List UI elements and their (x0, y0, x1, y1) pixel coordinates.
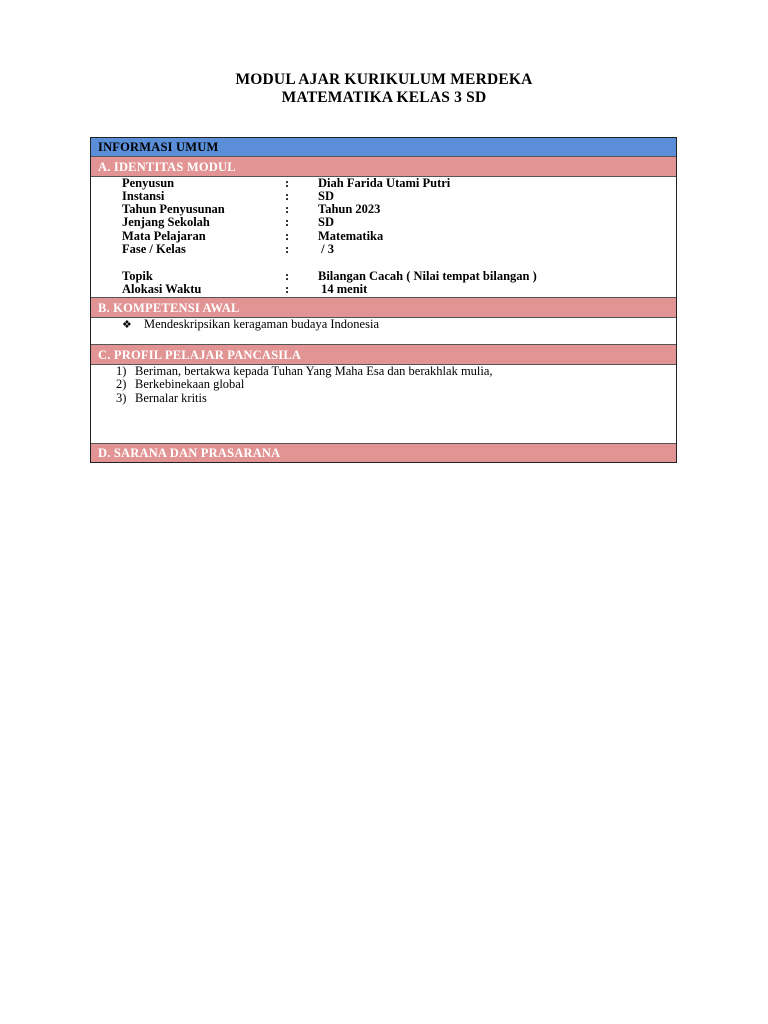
row-value-fase: / 3 (318, 242, 334, 256)
list-number: 3) (116, 391, 127, 405)
profil-item: Beriman, bertakwa kepada Tuhan Yang Maha Esa dan berakhlak mulia, (135, 364, 493, 378)
row-value-instansi: SD (318, 189, 334, 203)
informasi-umum-label: INFORMASI UMUM (98, 140, 219, 154)
sarana-prasarana-label: D. SARANA DAN PRASARANA (98, 446, 281, 460)
row-colon: : (285, 229, 290, 243)
kompetensi-item: Mendeskripsikan keragaman budaya Indonesia (144, 317, 379, 331)
row-colon: : (285, 282, 290, 296)
row-label-topik: Topik (122, 269, 153, 283)
row-label-fase: Fase / Kelas (122, 242, 186, 256)
row-value-tahun: Tahun 2023 (318, 202, 381, 216)
row-colon: : (285, 176, 290, 190)
row-colon: : (285, 269, 290, 283)
row-value-jenjang: SD (318, 215, 334, 229)
sarana-prasarana-header (91, 443, 676, 462)
row-colon: : (285, 189, 290, 203)
identitas-modul-label: A. IDENTITAS MODUL (98, 160, 236, 174)
row-label-alokasi: Alokasi Waktu (122, 282, 202, 296)
kompetensi-awal-header (91, 297, 676, 318)
profil-item: Berkebinekaan global (135, 377, 245, 391)
row-colon: : (285, 215, 290, 229)
row-value-topik: Bilangan Cacah ( Nilai tempat bilangan ) (318, 269, 537, 283)
row-label-penyusun: Penyusun (122, 176, 175, 190)
profil-item: Bernalar kritis (135, 391, 207, 405)
row-label-mapel: Mata Pelajaran (122, 229, 206, 243)
row-colon: : (285, 202, 290, 216)
row-label-jenjang: Jenjang Sekolah (122, 215, 210, 229)
list-number: 2) (116, 377, 127, 391)
row-label-instansi: Instansi (122, 189, 165, 203)
bullet-icon: ❖ (122, 319, 132, 331)
profil-pancasila-header (91, 344, 676, 365)
list-number: 1) (116, 364, 127, 378)
row-value-penyusun: Diah Farida Utami Putri (318, 176, 451, 190)
kompetensi-awal-label: B. KOMPETENSI AWAL (98, 301, 240, 315)
row-colon: : (285, 242, 290, 256)
module-table (90, 137, 677, 463)
identitas-modul-header (91, 157, 676, 177)
row-value-alokasi: 14 menit (318, 282, 368, 296)
profil-pancasila-label: C. PROFIL PELAJAR PANCASILA (98, 348, 302, 362)
row-label-tahun: Tahun Penyusunan (122, 202, 225, 216)
row-value-mapel: Matematika (318, 229, 384, 243)
document-title: MODUL AJAR KURIKULUM MERDEKA (235, 71, 533, 88)
document-subtitle: MATEMATIKA KELAS 3 SD (281, 89, 487, 106)
informasi-umum-header (91, 138, 676, 157)
